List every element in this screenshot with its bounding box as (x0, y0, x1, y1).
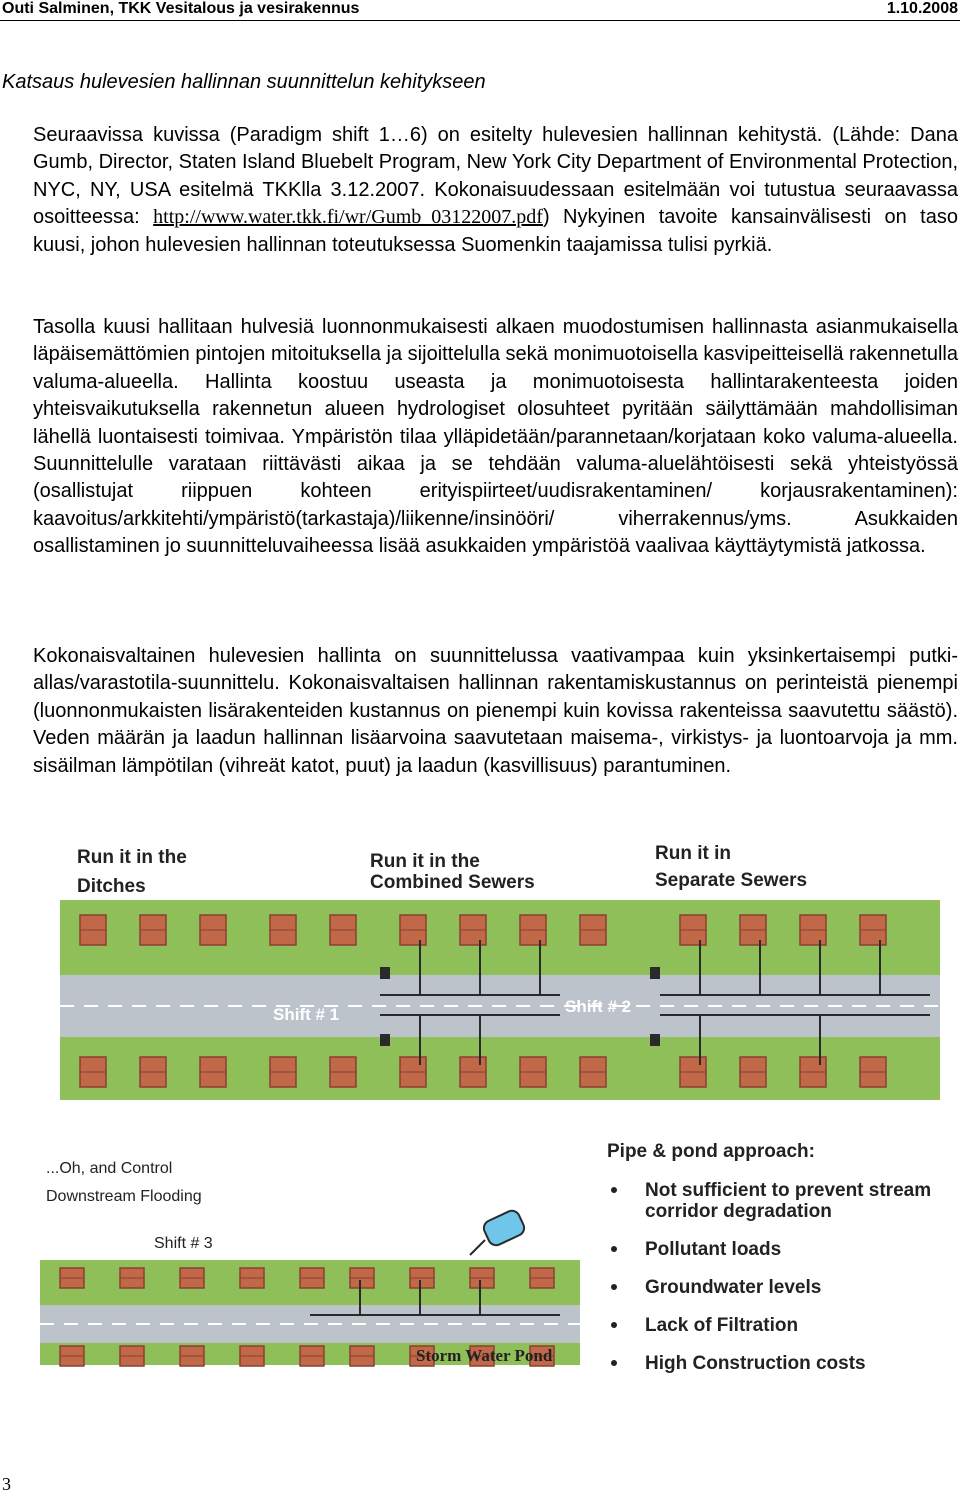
page-header (0, 0, 960, 20)
page-number: 3 (2, 1474, 11, 1494)
bullet-not-sufficient-cont: corridor degradation (645, 1201, 832, 1222)
storm-water-pond-label: Storm Water Pond (416, 1346, 553, 1365)
bullet-groundwater-levels: Groundwater levels (645, 1277, 822, 1298)
combined-label-line2: Combined Sewers (370, 872, 535, 893)
control-label-line2: Downstream Flooding (46, 1188, 202, 1205)
level-six-paragraph: Tasolla kuusi hallitaan hulvesiä luonnonmukaisesti alkaen muodostumisen hallinnasta asianmukaisella läpäisemättömien pintojen mitoituksella ja sijoittelulla sekä monimuotoisella kasvipeitteisellä rakennetulla valuma-alueella. Hallinta koostuu useasta ja monimuotoisesta hallintarakenteesta joiden yhteisvaikutuksella rakennetun alueen hydrologiset olosuhteet pyritään säilyttämään mahdollisiman lähellä luontaisesti toimivaa. Ympäristön tilaa ylläpidetään/parannetaan/korjataan koko valuma-alueella. Suunnittelulle varataan riittävästi aikaa ja se tehdään valuma-aluelähtöisesti sekä yhteistyössä (osallistujat riippuen kohteen erityispiirteet/uudisrakentaminen/ korjausrakentaminen): kaavoitus/arkkitehti/ympäristö(tarkastaja)/liikenne/insinööri/ viherrakennus/yms. Asukkaiden osallistaminen jo suunnitteluvaiheessa lisää asukkaiden ympäristöä vaalivaa käyttäytymistä jatkossa. (33, 316, 958, 558)
header-date: 1.10.2008 (886, 0, 958, 17)
storm-water-pond-icon (481, 1208, 526, 1248)
combined-label-line1: Run it in the (370, 851, 480, 872)
cost-paragraph: Kokonaisvaltainen hulevesien hallinta on suunnittelussa vaativampaa kuin yksinkertaisempi putki-allas/varastotila-suunnittelu. Kokonaisvaltaisen hallinnan rakentamiskustannus on perinteistä pienempi (luonnonmukaisten lisärakenteiden kustannus on pienempi kuin kovissa rakenteissa saavutettu säästö). Veden määrän ja laadun hallinnan lisäarvoina saavutetaan maisema-, virkistys- ja luontoarvoja ja mm. sisäilman lämpötilan (vihreät katot, puut) ja laadun (kasvillisuus) parantuminen. (33, 645, 958, 777)
control-label-line1: ...Oh, and Control (46, 1160, 173, 1177)
paradigm-shift-figure-1 (0, 835, 960, 1110)
paradigm-shift-figure-2 (0, 1130, 960, 1390)
approach-title: Pipe & pond approach: (607, 1141, 815, 1162)
ditches-label-line2: Ditches (77, 876, 146, 897)
bullet-pollutant-loads: Pollutant loads (645, 1239, 782, 1260)
bullet-dots (611, 1187, 617, 1366)
intro-text-continued: ) Nykyinen tavoite kansainvälisesti on taso kuusi, johon hulevesien hallinnan toteutuksessa Suomenkin taajamissa tulisi pyrkiä. (33, 206, 958, 256)
document-title: Katsaus hulevesien hallinnan suunnittelun kehitykseen (2, 71, 486, 93)
shift-3-label: Shift # 3 (154, 1235, 213, 1252)
shift-2-label: Shift # 2 (565, 997, 632, 1016)
bullet-high-construction-costs: High Construction costs (645, 1353, 866, 1374)
intro-paragraph (33, 122, 958, 259)
ditches-label-line1: Run it in the (77, 847, 187, 868)
bullet-lack-of-filtration: Lack of Filtration (645, 1315, 799, 1336)
shift-1-label: Shift # 1 (273, 1005, 340, 1024)
header-rule (0, 20, 960, 21)
separate-label-line2: Separate Sewers (655, 870, 808, 891)
source-link[interactable]: http://www.water.tkk.fi/wr/Gumb_03122007.pdf (153, 206, 543, 229)
bullet-not-sufficient: Not sufficient to prevent stream (645, 1180, 932, 1201)
header-author: Outi Salminen, TKK Vesitalous ja vesirakennus (2, 0, 360, 17)
separate-label-line1: Run it in (655, 843, 731, 864)
intro-text: Seuraavissa kuvissa (Paradigm shift 1…6) on esitelty hulevesien hallinnan kehitystä. (Lähde: Dana Gumb, Director, Staten Island Bluebelt Program, New York City Department of Environmental Protection, NYC, NY, USA esitelmä TKKlla 3.12.2007. Kokonaisuudessaan esitelmään voi tutustua seuraavassa osoitteessa: (33, 124, 958, 229)
